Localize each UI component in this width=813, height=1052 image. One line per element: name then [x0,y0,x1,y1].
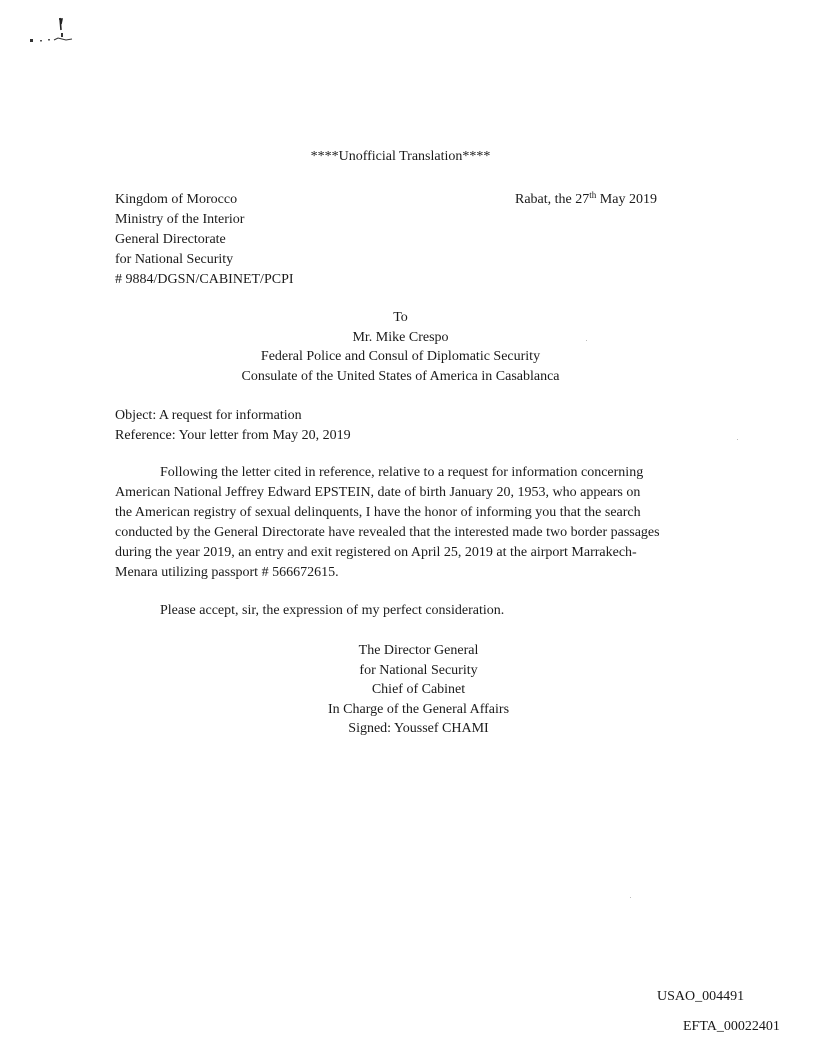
body-line: conducted by the General Directorate have revealed that the interested made two border passages [115,525,660,540]
recipient-line: Consulate of the United States of America in Casablanca [241,368,560,384]
sender-line: for National Security [115,252,234,267]
place-date [515,190,657,210]
sender-line: Kingdom of Morocco [115,192,238,207]
scan-speck [737,439,738,440]
body-line: the American registry of sexual delinquents, I have the honor of informing you that the search [115,505,641,520]
scan-speck [630,897,631,898]
closing-line: Please accept, sir, the expression of my perfect consideration. [160,603,505,618]
body-line: during the year 2019, an entry and exit registered on April 25, 2019 at the airport Marrakech- [115,545,637,560]
banner-text: ****Unofficial Translation**** [310,149,491,164]
body-paragraph [115,463,715,583]
sender-block [115,190,294,290]
date-prefix: Rabat, the 27 [515,192,590,207]
recipient-name: Mr. Mike Crespo [352,329,449,345]
body-line: Menara utilizing passport # 566672615. [115,565,339,580]
subject-block [115,406,351,446]
reference-line: Reference: Your letter from May 20, 2019 [115,428,351,443]
signature-line: Chief of Cabinet [371,682,466,698]
signature-line: for National Security [359,662,478,678]
bates-number: USAO_004491 [657,989,745,1004]
sender-line: General Directorate [115,232,226,247]
recipient-line: To [393,310,408,325]
reference-number: # 9884/DGSN/CABINET/PCPI [115,272,294,287]
sender-line: Ministry of the Interior [115,212,245,227]
scan-speck [586,340,587,341]
signature-line: In Charge of the General Affairs [327,701,510,717]
signature-line: The Director General [358,643,479,658]
body-line: Following the letter cited in reference, relative to a request for information concerning [160,465,644,480]
signature-block [0,641,813,739]
recipient-line: Federal Police and Consul of Diplomatic Security [260,349,541,364]
signed-by: Signed: Youssef CHAMI [348,721,489,737]
translation-banner [0,149,813,165]
object-line: Object: A request for information [115,408,302,423]
scan-artifact-mark [28,16,78,44]
recipient-block [0,308,813,386]
date-ordinal: th [589,190,597,200]
efta-number: EFTA_00022401 [683,1019,780,1034]
body-line: American National Jeffrey Edward EPSTEIN, date of birth January 20, 1953, who appears on [115,485,641,500]
date-suffix: May 2019 [596,192,657,207]
